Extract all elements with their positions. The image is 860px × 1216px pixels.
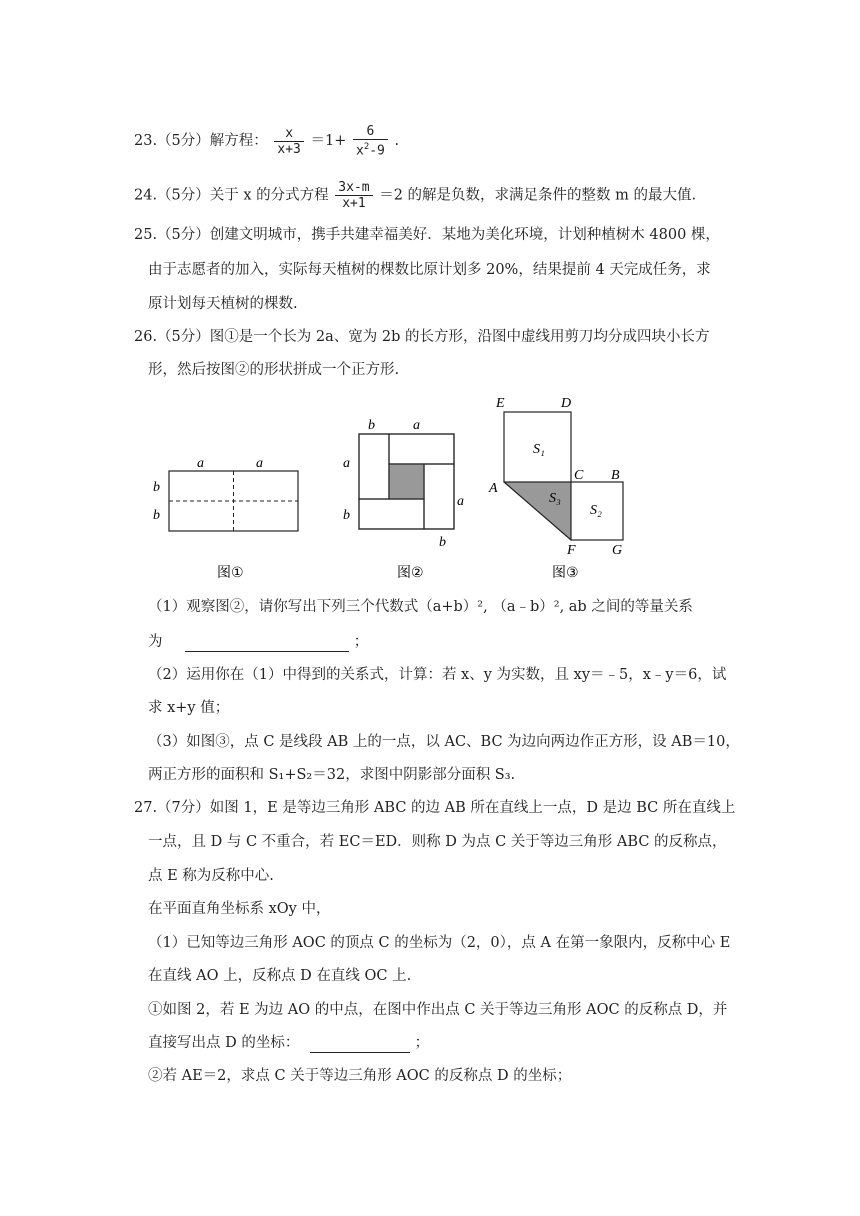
fig3-label-s1: S₁	[533, 442, 545, 457]
fig1-label-b1: b	[153, 480, 160, 495]
q27-part1-line-1: （1）已知等边三角形 AOC 的顶点 C 的坐标为（2，0），点 A 在第一象限内，反称中心 E	[148, 935, 731, 951]
q26-part1-answer-blank[interactable]	[185, 637, 349, 652]
q26-line-2: 形，然后按图②的形状拼成一个正方形.	[148, 362, 400, 378]
q25-line-3: 原计划每天植树的棵数.	[148, 296, 298, 312]
q24-lead: 24.（5分）关于 x 的分式方程	[134, 187, 329, 204]
fig1-label-a2: a	[256, 456, 263, 471]
q23-f1-den: x+3	[277, 141, 301, 157]
q25-line-1: 25.（5分）创建文明城市，携手共建幸福美好．某地为美化环境，计划种植树木 4800 棵，	[134, 227, 720, 243]
q23-lead: 23.（5分）解方程：	[134, 133, 268, 150]
fig3-label-f: F	[567, 543, 576, 558]
q27-line-2: 一点，且 D 与 C 不重合，若 EC＝ED．则称 D 为点 C 关于等边三角形 ABC 的反称点，	[148, 834, 727, 850]
q26-part1-prefix: 为	[148, 634, 163, 650]
q24-f-num: 3x-m	[335, 180, 372, 196]
q23-mid: ＝1+	[310, 133, 347, 150]
q27-line-4: 在平面直角坐标系 xOy 中，	[148, 901, 331, 917]
figure-1	[140, 450, 320, 585]
fig2-label-b-top: b	[368, 418, 375, 433]
q27-sub2-line-1: ②若 AE＝2，求点 C 关于等边三角形 AOC 的反称点 D 的坐标；	[148, 1068, 572, 1084]
fig1-label-b2: b	[153, 508, 160, 523]
q23-f1-num: x	[274, 126, 303, 142]
q23-fraction-1	[274, 126, 303, 157]
q23-f2-den	[353, 140, 388, 158]
fig2-shaded-square	[389, 464, 424, 499]
fig2-label-a-top: a	[413, 418, 420, 433]
fig2-label-b-bottom: b	[439, 535, 446, 550]
fig2-label-a-right: a	[457, 494, 464, 509]
q27-sub1-prefix: 直接写出点 D 的坐标：	[148, 1035, 300, 1051]
fig3-caption: 图③	[552, 565, 579, 581]
q27-sub1-suffix: ；	[414, 1035, 430, 1051]
fig2-caption: 图②	[397, 565, 424, 581]
q25-line-2: 由于志愿者的加入，实际每天植树的棵数比原计划多 20%，结果提前 4 天完成任务，求	[148, 262, 711, 278]
fig2-label-a-left: a	[343, 456, 350, 471]
fig3-label-s3: S₃	[549, 491, 561, 506]
q23-line	[134, 124, 399, 158]
q27-part1-line-2: 在直线 AO 上，反称点 D 在直线 OC 上.	[148, 968, 412, 984]
q26-line-1: 26.（5分）图①是一个长为 2a、宽为 2b 的长方形，沿图中虚线用剪刀均分成四块小长方	[134, 329, 710, 345]
q26-part2-line-2: 求 x+y 值；	[148, 700, 230, 716]
figure-3	[485, 390, 635, 585]
q26-part3-line-1: （3）如图③，点 C 是线段 AB 上的一点，以 AC、BC 为边向两边作正方形，设 AB＝10，	[148, 734, 740, 750]
q26-part2-line-1: （2）运用你在（1）中得到的关系式，计算：若 x、y 为实数，且 xy＝﹣5，x﹣y＝6，试	[148, 667, 727, 683]
fig1-caption: 图①	[217, 565, 244, 581]
q23-f2-den-a: x	[355, 143, 364, 159]
q26-part1-suffix: ；	[353, 634, 369, 650]
fig3-label-a: A	[489, 481, 498, 496]
fig3-label-c: C	[574, 468, 584, 483]
fig3-label-b: B	[611, 468, 620, 483]
q24-line	[134, 180, 696, 211]
q27-line-3: 点 E 称为反称中心.	[148, 868, 274, 884]
fig3-label-d: D	[561, 396, 572, 411]
fig3-label-e: E	[496, 396, 505, 411]
q23-f2-den-b: -9	[369, 143, 385, 159]
q24-fraction	[335, 180, 372, 211]
q24-tail: ＝2 的解是负数，求满足条件的整数 m 的最大值.	[379, 187, 697, 204]
q23-fraction-2	[353, 124, 388, 158]
q24-f-den: x+1	[342, 196, 366, 211]
q26-part1-line-2	[148, 632, 368, 652]
fig1-label-a1: a	[197, 456, 204, 471]
q27-line-1: 27.（7分）如图 1，E 是等边三角形 ABC 的边 AB 所在直线上一点，D 是边 BC 所在直线上	[134, 800, 736, 816]
figure-2	[335, 414, 475, 585]
q26-part1-line-1: （1）观察图②，请你写出下列三个代数式（a+b）², （a﹣b）², ab 之间的等量关系	[148, 599, 693, 615]
q27-sub1-line-2	[148, 1033, 429, 1053]
q23-f2-num: 6	[353, 124, 388, 140]
q23-end: .	[394, 133, 400, 150]
q27-sub1-line-1: ①如图 2，若 E 为边 AO 的中点，在图中作出点 C 关于等边三角形 AOC 的反称点 D，并	[148, 1002, 728, 1018]
fig2-label-b-left: b	[343, 508, 350, 523]
q23-f2-den-exp: 2	[363, 142, 370, 152]
fig3-label-g: G	[612, 543, 623, 558]
fig3-label-s2: S₂	[590, 503, 602, 518]
q27-sub1-answer-blank[interactable]	[310, 1038, 410, 1053]
q26-part3-line-2: 两正方形的面积和 S₁+S₂＝32，求图中阴影部分面积 S₃.	[148, 767, 516, 783]
